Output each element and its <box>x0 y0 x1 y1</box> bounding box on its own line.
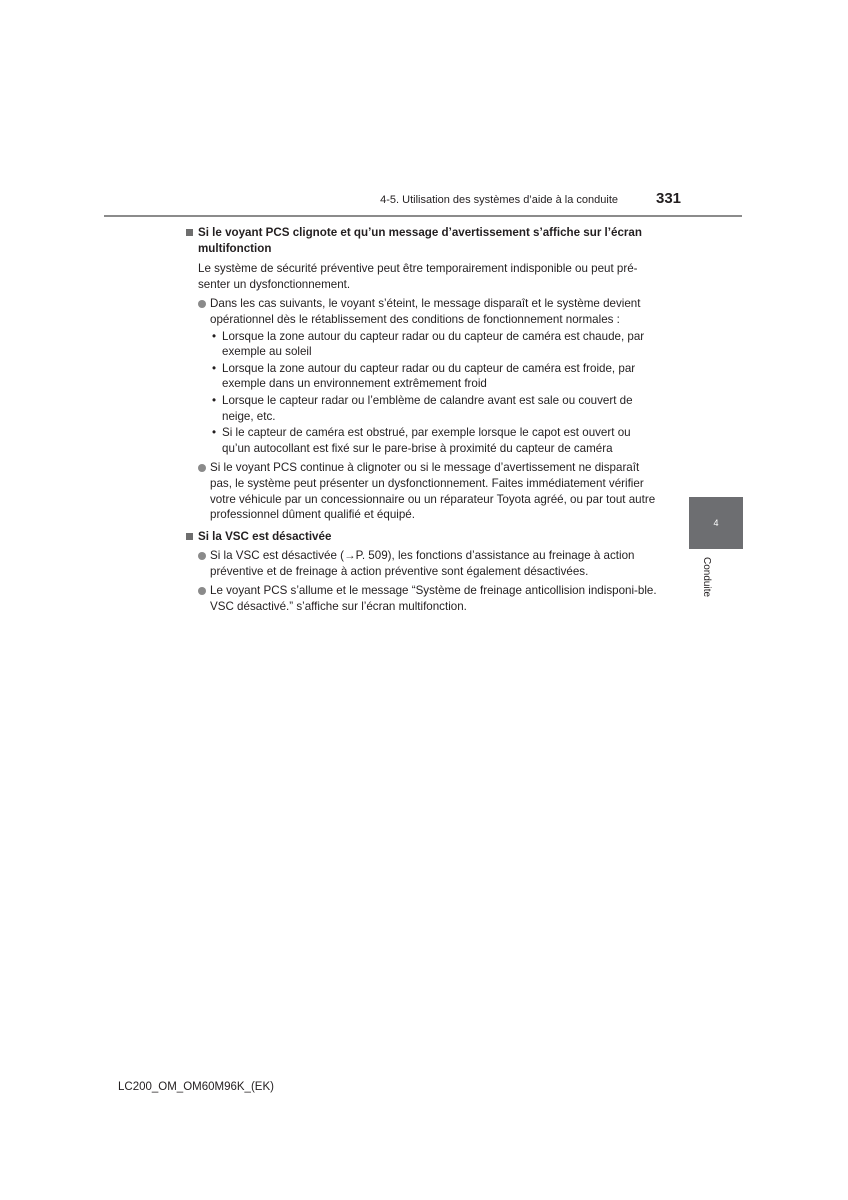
page-number: 331 <box>656 190 682 207</box>
bullet-text: Si la VSC est désactivée (→P. 509), les fonctions d’assistance au freinage à action préventive et de freinage à action préventive sont également désactivées. <box>210 549 635 578</box>
section-heading-vsc-off <box>186 529 662 545</box>
heading-text: Si le voyant PCS clignote et qu’un message d’avertissement s’affiche sur l’écran multifonction <box>198 226 642 255</box>
circle-bullet-icon <box>198 300 206 308</box>
dot-bullet-icon: • <box>212 329 217 343</box>
dot-bullet-icon: • <box>212 361 217 375</box>
sub-list-item <box>210 361 662 392</box>
header-divider <box>104 215 742 217</box>
chapter-tab <box>689 497 743 549</box>
document-code: LC200_OM_OM60M96K_(EK) <box>118 1081 274 1093</box>
sub-item-text: Si le capteur de caméra est obstrué, par exemple lorsque le capot est ouvert ou qu’un autocollant est fixé sur le pare-brise à proximité du capteur de caméra <box>222 426 631 455</box>
sub-list-item <box>210 425 662 456</box>
heading-text: Si la VSC est désactivée <box>198 529 332 543</box>
chapter-number: 4 <box>713 518 719 528</box>
page-content <box>186 225 662 615</box>
intro-paragraph: Le système de sécurité préventive peut être temporairement indisponible ou peut pré-senter un dysfonctionnement. <box>198 262 638 291</box>
list-item <box>198 460 662 522</box>
list-item <box>198 296 662 327</box>
sub-list-item <box>210 393 662 424</box>
dot-bullet-icon: • <box>212 393 217 407</box>
sub-item-text: Lorsque la zone autour du capteur radar ou du capteur de caméra est chaude, par exemple au soleil <box>222 329 645 359</box>
circle-bullet-icon <box>198 552 206 560</box>
section-heading-pcs-blinking <box>186 225 662 256</box>
circle-bullet-icon <box>198 587 206 595</box>
list-item <box>198 548 662 579</box>
sub-list-item <box>210 329 662 360</box>
dot-bullet-icon: • <box>212 426 217 440</box>
section-title: 4-5. Utilisation des systèmes d’aide à la conduite <box>380 194 618 206</box>
sub-item-text: Lorsque la zone autour du capteur radar ou du capteur de caméra est froide, par exemple dans un environnement extrêmement froid <box>222 361 636 391</box>
sub-item-text: Lorsque le capteur radar ou l’emblème de calandre avant est sale ou couvert de neige, etc. <box>222 393 633 423</box>
bullet-text: Si le voyant PCS continue à clignoter ou si le message d’avertissement ne disparaît pas, le système peut présenter un dysfonctionnement. Faites immédiatement vérifier votre véhicule par un concessionnaire ou un réparateur Toyota agréé, ou par tout autre professionnel dûment qualifié et équipé. <box>210 461 656 522</box>
list-item <box>198 583 662 614</box>
bullet-text: Dans les cas suivants, le voyant s’éteint, le message disparaît et le système devient opérationnel dès le rétablissement des conditions de fonctionnement normales : <box>210 297 641 326</box>
bullet-text: Le voyant PCS s’allume et le message “Système de freinage anticollision indisponi-ble. VSC désactivé.” s’affiche sur l’écran multifonction. <box>210 584 657 614</box>
chapter-label: Conduite <box>701 557 712 598</box>
circle-bullet-icon <box>198 464 206 472</box>
square-bullet-icon <box>186 229 193 236</box>
square-bullet-icon <box>186 533 193 540</box>
